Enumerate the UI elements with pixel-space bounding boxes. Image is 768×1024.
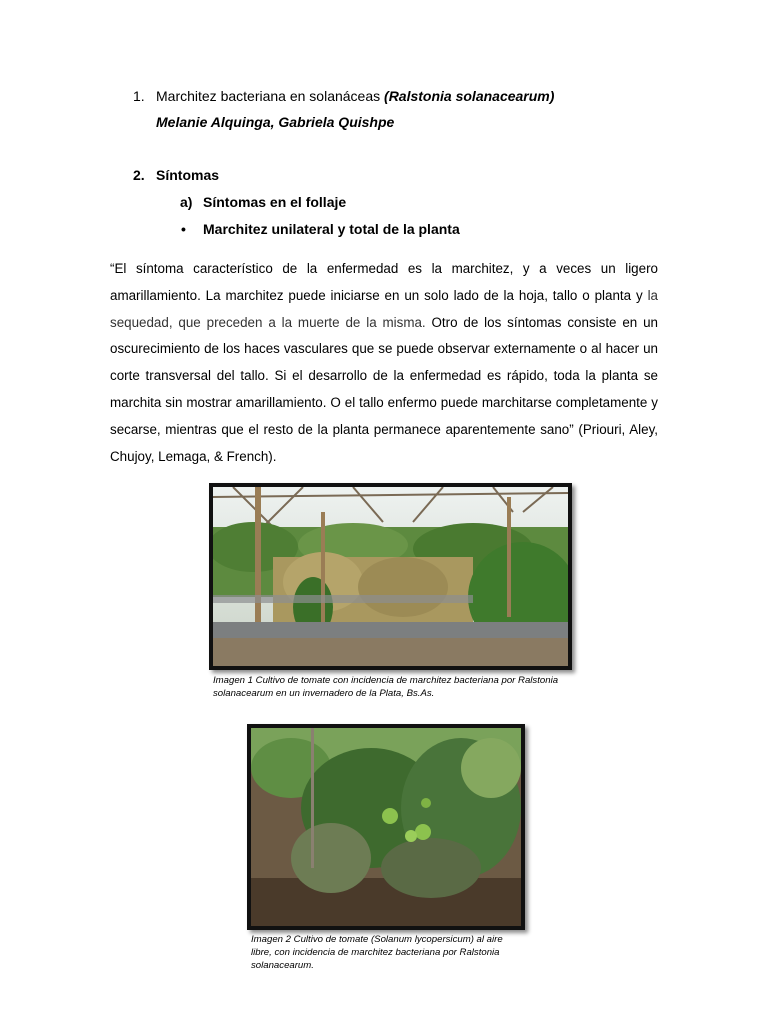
heading-2-title: Síntomas — [156, 167, 220, 183]
figure-1-caption: Imagen 1 Cultivo de tomate con incidencia de marchitez bacteriana por Ralstonia solanacearum en un invernadero de la Plata, Bs.As. — [213, 675, 559, 699]
heading-1-title-plain: Marchitez bacteriana en solanáceas — [156, 88, 385, 104]
heading-1 — [133, 88, 145, 104]
subheading-title: Síntomas en el follaje — [203, 194, 347, 210]
tomato-field-image — [251, 728, 521, 926]
paragraph-part-2: la sequedad, que preceden a la muerte de la misma. — [110, 287, 658, 330]
authors: Melanie Alquinga, Gabriela Quishpe — [156, 114, 395, 130]
figure-2-caption: Imagen 2 Cultivo de tomate (Solanum lycopersicum) al aire libre, con incidencia de marchitez bacteriana por Ralstonia solanacearum. — [251, 934, 503, 971]
heading-2-number: 2. — [133, 167, 145, 183]
greenhouse-image — [213, 487, 568, 666]
heading-1-number: 1. — [133, 88, 145, 104]
figure-2-photo — [247, 724, 525, 930]
heading-1-title-italic: (Ralstonia solanacearum) — [384, 88, 555, 104]
body-paragraph — [110, 256, 658, 470]
figure-1-photo — [209, 483, 572, 670]
bullet-text: Marchitez unilateral y total de la planta — [203, 221, 460, 237]
paragraph-part-3: Otro de los síntomas consiste en un oscurecimiento de los haces vasculares que se puede observar externamente o al hacer un corte transversal del tallo. Si el desarrollo de la enfermedad es rápido, toda la planta se marchita sin mostrar amarillamiento. O el tallo enfermo puede marchitarse completamente y secarse, mientras que el resto de la planta permanece aparentemente sano” (Priouri, Aley, Chujoy, Lemaga, & French). — [110, 314, 658, 464]
subheading-marker: a) — [180, 194, 193, 210]
heading-1-title — [156, 88, 554, 104]
paragraph-part-1: “El síntoma característico de la enfermedad es la marchitez, y a veces un ligero amarillamiento. La marchitez puede iniciarse en un solo lado de la hoja, tallo o planta y — [110, 261, 658, 303]
bullet-marker: • — [181, 221, 186, 237]
